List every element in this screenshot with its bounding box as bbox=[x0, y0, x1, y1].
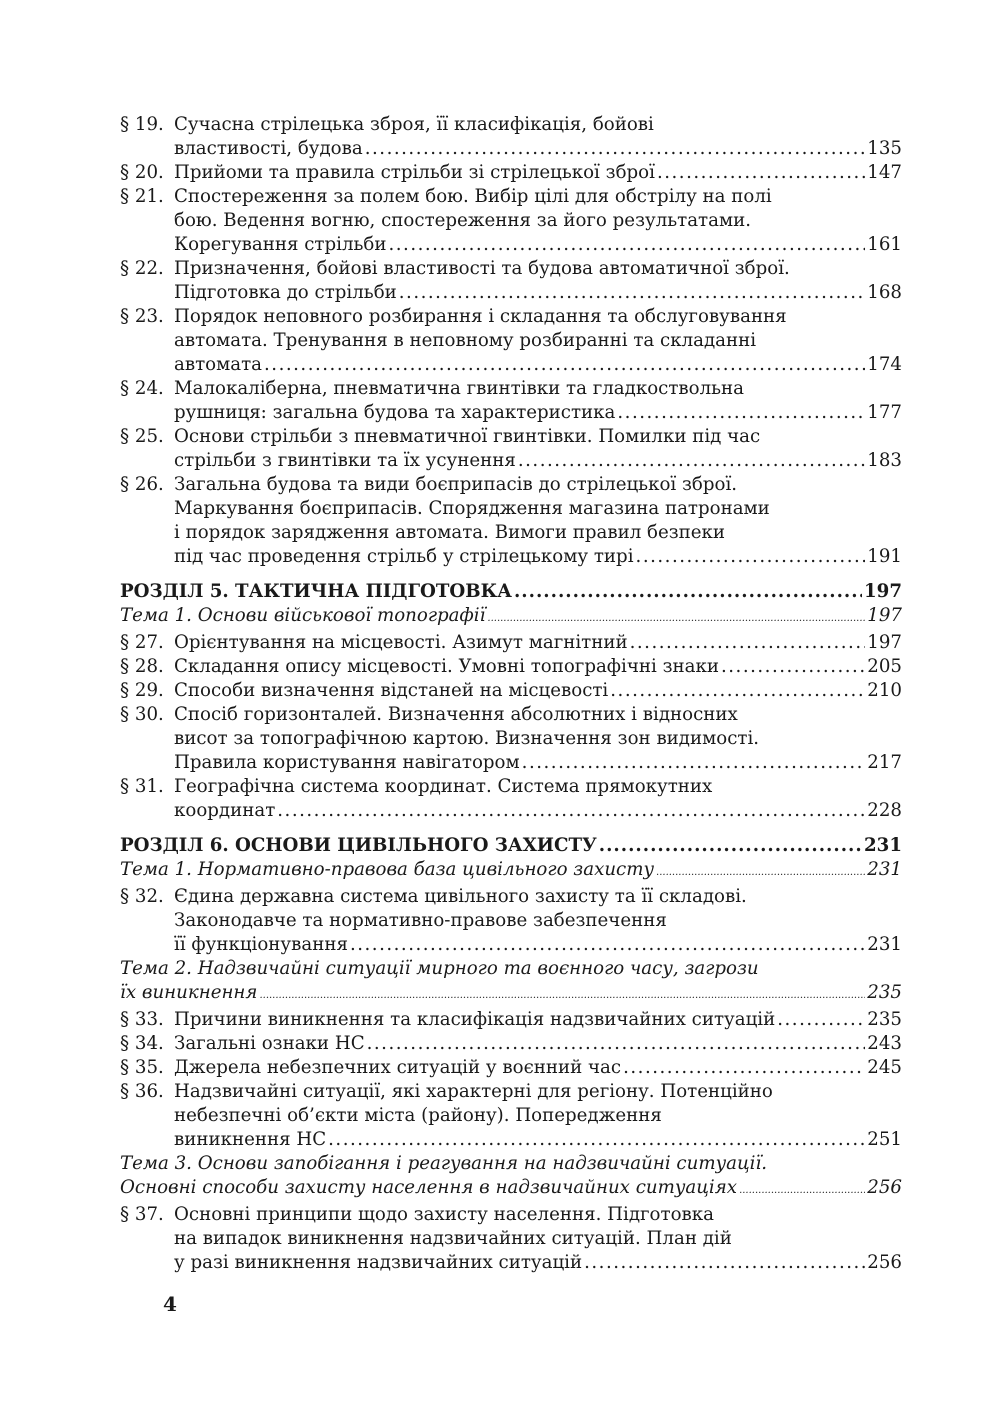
toc-entry bbox=[120, 257, 902, 305]
toc-page-number: 231 bbox=[867, 934, 902, 955]
toc-leader-dots bbox=[365, 137, 866, 161]
toc-entry-title: Способи визначення відстаней на місцевості bbox=[174, 680, 609, 701]
toc-entry-title: властивості, будова bbox=[174, 138, 363, 159]
toc-leader-dots bbox=[277, 799, 865, 823]
toc-entry-line: Призначення, бойові властивості та будова автоматичної зброї. bbox=[174, 258, 790, 279]
toc-entry-title: Тема 1. Основи військової топографії bbox=[120, 605, 486, 626]
toc-entry-line: Спостереження за полем бою. Вибір цілі для обстрілу на полі bbox=[174, 186, 772, 207]
toc-entry-title: Джерела небезпечних ситуацій у воєнний час bbox=[174, 1057, 622, 1078]
toc-entry-line: і порядок зарядження автомата. Вимоги правил безпеки bbox=[174, 522, 726, 543]
toc-page-number: 183 bbox=[867, 450, 902, 471]
toc-entry-line: висот за топографічною картою. Визначення зон видимості. bbox=[174, 728, 760, 749]
toc-entry-title: її функціонування bbox=[174, 934, 348, 955]
toc-entry bbox=[120, 185, 902, 257]
toc-leader-dots bbox=[630, 631, 866, 655]
toc-leader-dots bbox=[739, 1179, 865, 1203]
toc-entry-title: Загальні ознаки НС bbox=[174, 1033, 365, 1054]
toc-entry bbox=[120, 775, 902, 823]
toc-entry-line: на випадок виникнення надзвичайних ситуацій. План дій bbox=[174, 1228, 732, 1249]
toc-entry-title: Підготовка до стрільби bbox=[174, 282, 397, 303]
toc-entry-title: Правила користування навігатором bbox=[174, 752, 520, 773]
toc-page-number: 210 bbox=[867, 680, 902, 701]
toc-entry-title: під час проведення стрільб у стрілецькому тирі bbox=[174, 546, 634, 567]
toc-entry bbox=[120, 1056, 902, 1080]
toc-entry-line: Порядок неповного розбирання і складання та обслуговування bbox=[174, 306, 787, 327]
toc-leader-dots bbox=[367, 1032, 866, 1056]
toc-page-number: 168 bbox=[867, 282, 902, 303]
toc-page-number: 251 bbox=[867, 1129, 902, 1150]
toc-entry bbox=[120, 655, 902, 679]
toc-entry bbox=[120, 1008, 902, 1032]
toc-page-number: 228 bbox=[867, 800, 902, 821]
toc-entry-title: виникнення НС bbox=[174, 1129, 327, 1150]
toc-leader-dots bbox=[264, 353, 865, 377]
toc-paragraph-number: § 34. bbox=[120, 1033, 164, 1054]
toc-page-number: 231 bbox=[864, 835, 902, 856]
toc-page-number: 235 bbox=[867, 1009, 902, 1030]
toc-paragraph-number: § 37. bbox=[120, 1204, 164, 1225]
toc-paragraph-number: § 36. bbox=[120, 1081, 164, 1102]
table-of-contents bbox=[120, 113, 902, 1275]
toc-paragraph-number: § 28. bbox=[120, 656, 164, 677]
toc-leader-dots bbox=[623, 1056, 865, 1080]
toc-paragraph-number: § 19. bbox=[120, 114, 164, 135]
toc-paragraph-number: § 32. bbox=[120, 886, 164, 907]
toc-entry bbox=[120, 1203, 902, 1275]
toc-leader-dots bbox=[777, 1008, 865, 1032]
toc-page-number: 197 bbox=[864, 581, 902, 602]
toc-page-number: 147 bbox=[867, 162, 902, 183]
toc-entry-line: Основи стрільби з пневматичної гвинтівки. Помилки під час bbox=[174, 426, 761, 447]
toc-page-number: 245 bbox=[867, 1057, 902, 1078]
toc-entry bbox=[120, 425, 902, 473]
toc-leader-dots bbox=[514, 580, 862, 604]
toc-paragraph-number: § 35. bbox=[120, 1057, 164, 1078]
toc-entry bbox=[120, 113, 902, 161]
toc-paragraph-number: § 29. bbox=[120, 680, 164, 701]
toc-page-number: 217 bbox=[867, 752, 902, 773]
toc-entry-title: РОЗДІЛ 5. ТАКТИЧНА ПІДГОТОВКА bbox=[120, 581, 512, 602]
toc-entry bbox=[120, 473, 902, 569]
toc-theme-line: Тема 2. Надзвичайні ситуації мирного та воєнного часу, загрози bbox=[120, 958, 759, 979]
toc-leader-dots bbox=[388, 233, 865, 257]
toc-entry-line: Загальна будова та види боєприпасів до стрілецької зброї. bbox=[174, 474, 738, 495]
toc-entry-line: Законодавче та нормативно-правове забезпечення bbox=[174, 910, 667, 931]
toc-entry bbox=[120, 679, 902, 703]
toc-page-number: 197 bbox=[867, 605, 902, 626]
toc-leader-dots bbox=[350, 933, 865, 957]
toc-leader-dots bbox=[259, 984, 865, 1008]
toc-entry-title: РОЗДІЛ 6. ОСНОВИ ЦИВІЛЬНОГО ЗАХИСТУ bbox=[120, 835, 597, 856]
toc-leader-dots bbox=[328, 1128, 865, 1152]
toc-entry-line: Маркування боєприпасів. Спорядження магазина патронами bbox=[174, 498, 770, 519]
toc-leader-dots bbox=[657, 161, 865, 185]
toc-entry-title: Основні способи захисту населення в надзвичайних ситуаціях bbox=[120, 1177, 738, 1198]
toc-entry-line: Спосіб горизонталей. Визначення абсолютних і відносних bbox=[174, 704, 738, 725]
toc-entry-title: автомата bbox=[174, 354, 262, 375]
toc-section bbox=[120, 580, 902, 604]
toc-theme bbox=[120, 1152, 902, 1203]
toc-paragraph-number: § 20. bbox=[120, 162, 164, 183]
toc-entry-title: їх виникнення bbox=[120, 982, 258, 1003]
toc-page-number: 174 bbox=[867, 354, 902, 375]
toc-leader-dots bbox=[610, 679, 865, 703]
toc-theme bbox=[120, 858, 902, 885]
toc-paragraph-number: § 22. bbox=[120, 258, 164, 279]
toc-page-number: 235 bbox=[867, 982, 902, 1003]
toc-page-number: 256 bbox=[867, 1177, 902, 1198]
toc-entry-title: Прийоми та правила стрільби зі стрілецької зброї bbox=[174, 162, 655, 183]
toc-paragraph-number: § 30. bbox=[120, 704, 164, 725]
toc-paragraph-number: § 31. bbox=[120, 776, 164, 797]
toc-page-number: 243 bbox=[867, 1033, 902, 1054]
toc-entry-line: Основні принципи щодо захисту населення. Підготовка bbox=[174, 1204, 714, 1225]
toc-section bbox=[120, 834, 902, 858]
toc-entry bbox=[120, 161, 902, 185]
toc-entry-title: Складання опису місцевості. Умовні топографічні знаки bbox=[174, 656, 719, 677]
toc-theme bbox=[120, 604, 902, 631]
page-number: 4 bbox=[163, 1292, 177, 1316]
toc-page-number: 205 bbox=[867, 656, 902, 677]
toc-entry-title: стрільби з гвинтівки та їх усунення bbox=[174, 450, 516, 471]
toc-entry bbox=[120, 885, 902, 957]
toc-entry-line: бою. Ведення вогню, спостереження за його результатами. bbox=[174, 210, 752, 231]
toc-entry bbox=[120, 1080, 902, 1152]
toc-leader-dots bbox=[599, 834, 862, 858]
toc-entry-title: рушниця: загальна будова та характеристика bbox=[174, 402, 616, 423]
toc-entry-title: Корегування стрільби bbox=[174, 234, 387, 255]
toc-theme bbox=[120, 957, 902, 1008]
toc-entry bbox=[120, 1032, 902, 1056]
toc-leader-dots bbox=[656, 861, 865, 885]
toc-entry bbox=[120, 377, 902, 425]
toc-entry-title: Тема 1. Нормативно-правова база цивільного захисту bbox=[120, 859, 655, 880]
toc-entry-line: небезпечні об’єкти міста (району). Попередження bbox=[174, 1105, 662, 1126]
toc-page-number: 177 bbox=[867, 402, 902, 423]
toc-paragraph-number: § 24. bbox=[120, 378, 164, 399]
toc-entry-line: автомата. Тренування в неповному розбиранні та складанні bbox=[174, 330, 757, 351]
toc-leader-dots bbox=[399, 281, 866, 305]
toc-paragraph-number: § 27. bbox=[120, 632, 164, 653]
toc-entry-line: Єдина державна система цивільного захисту та її складові. bbox=[174, 886, 747, 907]
toc-leader-dots bbox=[518, 449, 865, 473]
toc-entry-line: Надзвичайні ситуації, які характерні для регіону. Потенційно bbox=[174, 1081, 773, 1102]
toc-page-number: 231 bbox=[867, 859, 902, 880]
toc-entry bbox=[120, 305, 902, 377]
toc-theme-line: Тема 3. Основи запобігання і реагування на надзвичайні ситуації. bbox=[120, 1153, 768, 1174]
toc-paragraph-number: § 25. bbox=[120, 426, 164, 447]
toc-page-number: 191 bbox=[867, 546, 902, 567]
toc-leader-dots bbox=[617, 401, 865, 425]
toc-entry-line: Сучасна стрілецька зброя, її класифікація, бойові bbox=[174, 114, 654, 135]
toc-paragraph-number: § 26. bbox=[120, 474, 164, 495]
toc-paragraph-number: § 33. bbox=[120, 1009, 164, 1030]
toc-leader-dots bbox=[721, 655, 865, 679]
toc-entry bbox=[120, 703, 902, 775]
toc-page-number: 161 bbox=[867, 234, 902, 255]
toc-page-number: 135 bbox=[867, 138, 902, 159]
toc-entry-title: Причини виникнення та класифікація надзвичайних ситуацій bbox=[174, 1009, 776, 1030]
toc-entry-line: Географічна система координат. Система прямокутних bbox=[174, 776, 713, 797]
toc-entry-line: Малокаліберна, пневматична гвинтівки та гладкоствольна bbox=[174, 378, 745, 399]
toc-entry-title: Орієнтування на місцевості. Азимут магнітний bbox=[174, 632, 628, 653]
toc-entry-title: координат bbox=[174, 800, 276, 821]
toc-leader-dots bbox=[487, 607, 865, 631]
toc-page-number: 197 bbox=[867, 632, 902, 653]
toc-page-number: 256 bbox=[867, 1252, 902, 1273]
toc-leader-dots bbox=[636, 545, 866, 569]
toc-paragraph-number: § 21. bbox=[120, 186, 164, 207]
toc-entry bbox=[120, 631, 902, 655]
toc-leader-dots bbox=[522, 751, 866, 775]
toc-leader-dots bbox=[584, 1251, 865, 1275]
toc-entry-title: у разі виникнення надзвичайних ситуацій bbox=[174, 1252, 583, 1273]
toc-paragraph-number: § 23. bbox=[120, 306, 164, 327]
